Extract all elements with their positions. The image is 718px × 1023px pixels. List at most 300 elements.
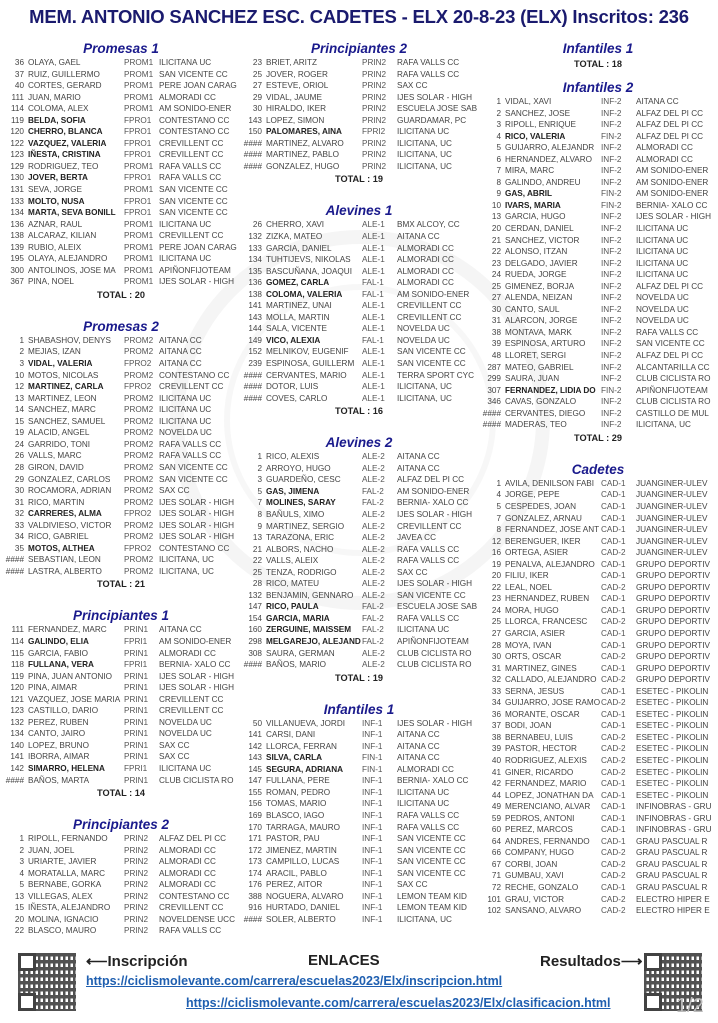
rider-name: FERNANDEZ, MARC xyxy=(28,625,107,635)
rider-club: NOVELDENSE UCC xyxy=(159,914,235,924)
rider-row xyxy=(2,856,240,868)
rider-row xyxy=(240,752,478,764)
rider-row xyxy=(479,524,717,536)
rider-name: RUIZ, GUILLERMO xyxy=(28,69,100,79)
rider-club: SAN VICENTE CC xyxy=(397,590,466,600)
rider-cat: INF-2 xyxy=(601,339,622,349)
category-title: Infantiles 1 xyxy=(323,701,395,717)
rider-cat: CAD-1 xyxy=(601,813,626,823)
column-2 xyxy=(240,38,478,925)
rider-cat: PROM2 xyxy=(124,566,154,576)
rider-row xyxy=(2,728,240,740)
rider-dorsal: 3 xyxy=(19,857,24,867)
rider-cat: CAD-1 xyxy=(601,779,626,789)
rider-name: LOPEZ, SIMON xyxy=(266,115,325,125)
rider-dorsal: 9 xyxy=(496,189,501,199)
rider-club: CONTESTANO CC xyxy=(159,543,230,553)
rider-name: HURTADO, DANIEL xyxy=(266,903,340,913)
rider-name: GALINDO, ANDREU xyxy=(505,177,581,187)
rider-cat: PRIN1 xyxy=(124,683,149,693)
rider-cat: PROM2 xyxy=(124,486,154,496)
rider-name: PEREZ, RUBEN xyxy=(28,717,89,727)
rider-club: IJES SOLAR - HIGH xyxy=(159,509,235,519)
rider-row xyxy=(479,547,717,559)
rider-dorsal: 111 xyxy=(11,625,24,635)
rider-club: ESETEC - PIKOLIN xyxy=(636,732,709,742)
rider-club: ILICITANA UC xyxy=(159,254,212,264)
rider-name: HERNANDEZ, RUBEN xyxy=(505,594,590,604)
rider-cat: CAD-2 xyxy=(601,652,626,662)
rider-club: SAN VICENTE CC xyxy=(159,69,228,79)
rider-club: ILICITANA, UC xyxy=(397,138,452,148)
rider-row xyxy=(2,497,240,509)
rider-row xyxy=(479,269,717,281)
rider-dorsal: 33 xyxy=(491,686,501,696)
rider-club: ILICITANA, UC xyxy=(397,393,452,403)
rider-name: COMPANY, HUGO xyxy=(505,848,574,858)
rider-dorsal: 38 xyxy=(491,327,501,337)
rider-dorsal: 155 xyxy=(248,787,262,797)
rider-row xyxy=(240,451,478,463)
rider-dorsal: 152 xyxy=(248,347,262,357)
rider-cat: FIN-2 xyxy=(601,131,622,141)
rider-cat: PRIN2 xyxy=(124,903,149,913)
rider-club: IJES SOLAR - HIGH xyxy=(159,532,235,542)
rider-dorsal: 1 xyxy=(496,97,501,106)
rider-dorsal: 39 xyxy=(491,339,501,349)
rider-cat: INF-2 xyxy=(601,293,622,303)
rider-row xyxy=(2,891,240,903)
rider-dorsal: 28 xyxy=(252,579,262,589)
rider-name: SEGURA, ADRIANA xyxy=(266,764,344,774)
rider-row xyxy=(240,810,478,822)
rider-cat: ALE-1 xyxy=(362,255,385,265)
rider-row xyxy=(240,92,478,104)
rider-dorsal: 23 xyxy=(491,594,501,604)
rider-cat: FPRO2 xyxy=(124,543,152,553)
rider-row xyxy=(2,57,240,69)
rider-row xyxy=(240,126,478,138)
rider-name: ALCARAZ, KILIAN xyxy=(28,231,97,241)
rider-cat: FIN-2 xyxy=(601,200,622,210)
rider-name: CANTO, JAIRO xyxy=(28,729,86,739)
rider-club: ILICITANA, UC xyxy=(397,150,452,160)
rider-name: RIPOLL, ENRIQUE xyxy=(505,120,576,130)
rider-name: AVILA, DENILSON FABI xyxy=(505,478,595,488)
rider-dorsal: 4 xyxy=(496,131,501,141)
rider-name: PALOMARES, AINA xyxy=(266,127,342,137)
rider-dorsal: 141 xyxy=(248,730,262,740)
rider-row xyxy=(479,616,717,628)
category-title: Alevines 1 xyxy=(325,203,393,219)
rider-cat: PROM1 xyxy=(124,104,154,114)
rider-dorsal: 308 xyxy=(248,648,262,658)
rider-club: CLUB CICLISTA RO xyxy=(397,648,472,658)
rider-cat: FIN-2 xyxy=(601,189,622,199)
rider-row xyxy=(240,346,478,358)
rider-name: SOLER, ALBERTO xyxy=(266,914,336,924)
rider-cat: ALE-1 xyxy=(362,266,385,276)
rider-cat: FPRO1 xyxy=(124,138,152,148)
rider-club: ILICITANA UC xyxy=(636,247,689,257)
rider-club: AITANA CC xyxy=(397,232,440,242)
rider-club: IJES SOLAR - HIGH xyxy=(397,579,473,589)
rider-cat: ALE-2 xyxy=(362,463,385,473)
rider-name: FULLANA, VERA xyxy=(28,660,94,670)
rider-cat: INF-1 xyxy=(362,914,383,924)
rider-cat: PROM1 xyxy=(124,58,154,67)
rider-club: AITANA CC xyxy=(636,97,679,106)
rider-row xyxy=(479,559,717,571)
rider-cat: PROM2 xyxy=(124,439,154,449)
rider-name: GUMBAU, XAVI xyxy=(505,871,564,881)
rider-club: JAVEA CC xyxy=(397,533,436,543)
rider-cat: INF-1 xyxy=(362,891,383,901)
rider-dorsal: 38 xyxy=(491,732,501,742)
rider-row xyxy=(240,648,478,660)
rider-row xyxy=(240,718,478,730)
rider-row xyxy=(240,845,478,857)
rider-row xyxy=(479,96,717,108)
rider-cat: PRIN1 xyxy=(124,706,149,716)
rider-row xyxy=(240,868,478,880)
rider-dorsal: 12 xyxy=(14,382,24,392)
rider-cat: PRIN1 xyxy=(124,648,149,658)
rider-cat: CAD-1 xyxy=(601,628,626,638)
rider-row xyxy=(2,242,240,254)
rider-dorsal: 173 xyxy=(248,857,262,867)
rider-name: PINA, JUAN ANTONIO xyxy=(28,671,113,681)
rider-name: BERENGUER, IKER xyxy=(505,536,581,546)
rider-cat: INF-1 xyxy=(362,868,383,878)
rider-cat: ALE-1 xyxy=(362,359,385,369)
category-title: Cadetes xyxy=(571,461,625,477)
rider-row xyxy=(2,554,240,566)
rider-cat: PROM2 xyxy=(124,532,154,542)
rider-row xyxy=(479,131,717,143)
rider-cat: INF-1 xyxy=(362,776,383,786)
rider-name: BAÑOS, MARTA xyxy=(28,775,90,785)
rider-cat: ALE-2 xyxy=(362,648,385,658)
rider-row xyxy=(479,315,717,327)
rider-cat: FAL-2 xyxy=(362,602,384,612)
rider-dorsal: 129 xyxy=(10,161,24,171)
rider-row xyxy=(2,751,240,763)
rider-row xyxy=(2,92,240,104)
rider-row xyxy=(2,520,240,532)
rider-row xyxy=(2,138,240,150)
rider-name: FILIU, IKER xyxy=(505,571,549,581)
rider-cat: INF-2 xyxy=(601,120,622,130)
rider-dorsal: 36 xyxy=(14,58,24,67)
rider-row xyxy=(2,648,240,660)
rider-dorsal: 37 xyxy=(491,721,501,731)
rider-name: JOVER, ROGER xyxy=(266,69,328,79)
rider-name: BELDA, SOFIA xyxy=(28,115,86,125)
rider-club: CASTILLO DE MUL xyxy=(636,408,709,418)
rider-dorsal: 40 xyxy=(491,755,501,765)
rider-dorsal: 10 xyxy=(491,200,501,210)
rider-name: ROCAMORA, ADRIAN xyxy=(28,486,112,496)
rider-dorsal: #### xyxy=(243,161,262,171)
rider-name: ORTS, OSCAR xyxy=(505,652,562,662)
rider-cat: PROM2 xyxy=(124,474,154,484)
rider-name: CARRERES, ALMA xyxy=(28,509,102,519)
rider-cat: CAD-1 xyxy=(601,790,626,800)
rider-club: ILICITANA, UC xyxy=(159,555,214,565)
rider-dorsal: 123 xyxy=(10,706,24,716)
rider-club: GRUPO DEPORTIV xyxy=(636,675,711,685)
rider-club: AM SONIDO-ENER xyxy=(397,486,470,496)
rider-dorsal: 111 xyxy=(11,92,24,102)
rider-dorsal: 114 xyxy=(10,636,24,646)
rider-row xyxy=(2,230,240,242)
rider-cat: CAD-1 xyxy=(601,825,626,835)
resultados-link[interactable]: https://ciclismolevante.com/carrera/escuelas2023/Elx/clasificacion.html xyxy=(186,996,611,1010)
rider-club: CREVILLENT CC xyxy=(159,382,224,392)
rider-dorsal: 239 xyxy=(248,359,262,369)
rider-club: ALFAZ DEL PI CC xyxy=(636,281,704,291)
rider-club: IJES SOLAR - HIGH xyxy=(159,277,235,287)
rider-club: SAN VICENTE CC xyxy=(397,347,466,357)
rider-club: ALFAZ DEL PI CC xyxy=(636,351,704,361)
rider-club: IJES SOLAR - HIGH xyxy=(159,671,235,681)
rider-cat: PRIN2 xyxy=(124,926,149,936)
rider-dorsal: 139 xyxy=(10,242,24,252)
rider-row xyxy=(479,396,717,408)
rider-name: LOPEZ, BRUNO xyxy=(28,740,89,750)
rider-dorsal: 13 xyxy=(14,891,24,901)
rider-club: ALMORADI CC xyxy=(636,154,693,164)
rider-dorsal: 72 xyxy=(491,883,501,892)
rider-row xyxy=(240,764,478,776)
rider-club: SAX CC xyxy=(159,486,190,496)
rider-name: VIDAL, JAUME xyxy=(266,92,322,102)
rider-cat: ALE-1 xyxy=(362,243,385,253)
rider-dorsal: 150 xyxy=(248,127,262,137)
rider-dorsal: 48 xyxy=(491,351,501,361)
rider-row xyxy=(2,474,240,486)
rider-cat: PRIN1 xyxy=(124,752,149,762)
rider-club: GRUPO DEPORTIV xyxy=(636,582,711,592)
rider-row xyxy=(240,80,478,92)
rider-dorsal: 346 xyxy=(487,397,501,407)
rider-dorsal: #### xyxy=(243,150,262,160)
rider-name: BAÑOS, MARIO xyxy=(266,660,327,670)
rider-dorsal: 2 xyxy=(257,463,262,473)
rider-row xyxy=(2,763,240,775)
rider-row xyxy=(2,69,240,81)
rider-club: APIÑONFIJOTEAM xyxy=(397,636,469,646)
rider-dorsal: 143 xyxy=(248,312,262,322)
rider-name: MORATALLA, MARC xyxy=(28,868,106,878)
rider-club: ILICITANA UC xyxy=(397,127,450,137)
rider-row xyxy=(2,393,240,405)
rider-cat: FAL-2 xyxy=(362,613,384,623)
rider-name: RODRIGUEZ, ALEXIS xyxy=(505,755,587,765)
category-total: TOTAL : 18 xyxy=(574,59,622,69)
rider-name: GUIJARRO, ALEJANDR xyxy=(505,143,595,153)
rider-row xyxy=(2,833,240,845)
rider-club: APIÑONFIJOTEAM xyxy=(636,385,708,395)
rider-name: TARAZONA, ERIC xyxy=(266,533,335,543)
rider-row xyxy=(479,246,717,258)
rider-dorsal: 30 xyxy=(491,304,501,314)
rider-club: GRUPO DEPORTIV xyxy=(636,605,711,615)
rider-cat: INF-2 xyxy=(601,397,622,407)
rider-club: SAN VICENTE CC xyxy=(397,857,466,867)
rider-row xyxy=(2,115,240,127)
rider-row xyxy=(240,659,478,671)
rider-name: DOTOR, LUIS xyxy=(266,382,319,392)
rider-row xyxy=(240,486,478,498)
rider-dorsal: 154 xyxy=(248,613,262,623)
rider-row xyxy=(240,787,478,799)
rider-name: VILLANUEVA, JORDI xyxy=(266,718,346,728)
rider-name: SEBASTIAN, LEON xyxy=(28,555,101,565)
rider-name: OLAYA, ALEJANDRO xyxy=(28,254,108,264)
rider-row xyxy=(2,219,240,231)
qr-code-inscripcion-icon[interactable] xyxy=(18,953,76,1011)
rider-cat: CAD-1 xyxy=(601,709,626,719)
rider-name: GONZALEZ, ARNAU xyxy=(505,513,582,523)
rider-club: SAX CC xyxy=(159,752,190,762)
rider-club: ILICITANA, UC xyxy=(397,161,452,171)
rider-name: GARCIA, HUGO xyxy=(505,212,566,222)
rider-cat: INF-2 xyxy=(601,166,622,176)
rider-name: GAS, ABRIL xyxy=(505,189,553,199)
rider-row xyxy=(479,478,717,490)
rider-cat: CAD-1 xyxy=(601,594,626,604)
rider-club: GRAU PASCUAL R xyxy=(636,836,708,846)
rider-club: CLUB CICLISTA RO xyxy=(397,660,472,670)
rider-club: GRUPO DEPORTIV xyxy=(636,663,711,673)
rider-name: COLOMA, ALEX xyxy=(28,104,89,114)
rider-row xyxy=(479,570,717,582)
rider-row xyxy=(2,543,240,555)
rider-name: MARTINEZ, CARLA xyxy=(28,382,104,392)
rider-dorsal: 1 xyxy=(257,452,262,462)
rider-row xyxy=(479,501,717,513)
rider-club: IJES SOLAR - HIGH xyxy=(159,683,235,693)
rider-row xyxy=(479,373,717,385)
rider-row xyxy=(2,659,240,671)
rider-name: BLASCO, MAURO xyxy=(28,926,97,936)
rider-cat: PROM1 xyxy=(124,92,154,102)
rider-row xyxy=(240,521,478,533)
rider-cat: PROM1 xyxy=(124,81,154,91)
rider-row xyxy=(2,346,240,358)
inscripcion-link[interactable]: https://ciclismolevante.com/carrera/escuelas2023/Elx/inscripcion.html xyxy=(86,974,503,988)
rider-dorsal: 29 xyxy=(14,474,24,484)
rider-club: SAN VICENTE CC xyxy=(159,196,228,206)
rider-dorsal: 144 xyxy=(248,324,262,334)
column-3 xyxy=(479,38,717,917)
rider-cat: INF-2 xyxy=(601,281,622,291)
rider-cat: FPRO1 xyxy=(124,208,152,218)
rider-name: BERNABEU, LUIS xyxy=(505,732,573,742)
rider-name: MARTINEZ, SERGIO xyxy=(266,521,345,531)
rider-dorsal: #### xyxy=(482,408,501,418)
rider-cat: ALE-2 xyxy=(362,579,385,589)
rider-dorsal: 24 xyxy=(14,439,24,449)
rider-cat: PROM1 xyxy=(124,69,154,79)
rider-club: ESCUELA JOSE SAB xyxy=(397,602,478,612)
rider-row xyxy=(479,905,717,917)
rider-club: ESETEC - PIKOLIN xyxy=(636,721,709,731)
category-total: TOTAL : 20 xyxy=(97,289,145,300)
rider-cat: INF-2 xyxy=(601,235,622,245)
rider-name: HERNANDEZ, ALVARO xyxy=(505,154,593,164)
rider-dorsal: 147 xyxy=(248,776,262,786)
rider-name: CAVAS, GONZALO xyxy=(505,397,577,407)
rider-name: ROMAN, PEDRO xyxy=(266,787,331,797)
rider-name: NOGUERA, ALVARO xyxy=(266,891,344,901)
rider-dorsal: 19 xyxy=(14,428,24,438)
rider-dorsal: 15 xyxy=(14,903,24,913)
rider-cat: INF-2 xyxy=(601,351,622,361)
category-total: TOTAL : 19 xyxy=(335,174,383,185)
rider-club: ALFAZ DEL PI CC xyxy=(397,475,465,485)
rider-dorsal: #### xyxy=(243,660,262,670)
rider-club: RAFA VALLS CC xyxy=(636,327,699,337)
rider-cat: PROM2 xyxy=(124,555,154,565)
rider-row xyxy=(479,188,717,200)
rider-name: BAÑULS, XIMO xyxy=(266,509,325,519)
rider-club: AM SONIDO-ENER xyxy=(636,177,709,187)
rider-dorsal: 49 xyxy=(491,802,501,812)
rider-row xyxy=(479,211,717,223)
rider-club: RAFA VALLS CC xyxy=(397,58,460,67)
rider-club: ESETEC - PIKOLIN xyxy=(636,790,709,800)
rider-row xyxy=(479,720,717,732)
rider-cat: INF-1 xyxy=(362,880,383,890)
rider-dorsal: 101 xyxy=(487,894,501,904)
rider-name: MIRA, MARC xyxy=(505,166,555,176)
rider-cat: PRIN2 xyxy=(124,845,149,855)
rider-cat: ALE-1 xyxy=(362,382,385,392)
rider-club: ALFAZ DEL PI CC xyxy=(159,834,227,844)
rider-club: ALCANTARILLA CC xyxy=(636,362,710,372)
rider-name: ESPINOSA, GUILLERM xyxy=(266,359,355,369)
rider-name: ESPINOSA, ARTURO xyxy=(505,339,586,349)
rider-club: NOVELDA UC xyxy=(397,335,450,345)
rider-dorsal: 31 xyxy=(14,497,24,507)
rider-cat: CAD-2 xyxy=(601,894,626,904)
rider-row xyxy=(2,126,240,138)
rider-dorsal: #### xyxy=(5,775,24,785)
rider-club: AITANA CC xyxy=(397,463,440,473)
rider-name: COVES, CARLO xyxy=(266,393,328,403)
rider-club: SAN VICENTE CC xyxy=(159,474,228,484)
rider-dorsal: 13 xyxy=(252,533,262,543)
rider-name: MARTINEZ, UNAI xyxy=(266,301,332,311)
rider-club: JUANGINER-ULEV xyxy=(636,490,708,500)
rider-cat: FAL-1 xyxy=(362,278,384,288)
rider-dorsal: 143 xyxy=(248,115,262,125)
rider-name: VALLS, MARC xyxy=(28,451,82,461)
rider-row xyxy=(2,161,240,173)
rider-cat: INF-1 xyxy=(362,787,383,797)
rider-club: SAX CC xyxy=(397,880,428,890)
rider-club: AITANA CC xyxy=(159,335,202,345)
rider-row xyxy=(2,196,240,208)
rider-cat: PRIN2 xyxy=(362,81,387,91)
rider-club: JUANGINER-ULEV xyxy=(636,513,708,523)
rider-name: GUIJARRO, JOSE RAMO xyxy=(505,698,601,708)
rider-row xyxy=(240,69,478,81)
rider-club: ALMORADI CC xyxy=(397,266,454,276)
